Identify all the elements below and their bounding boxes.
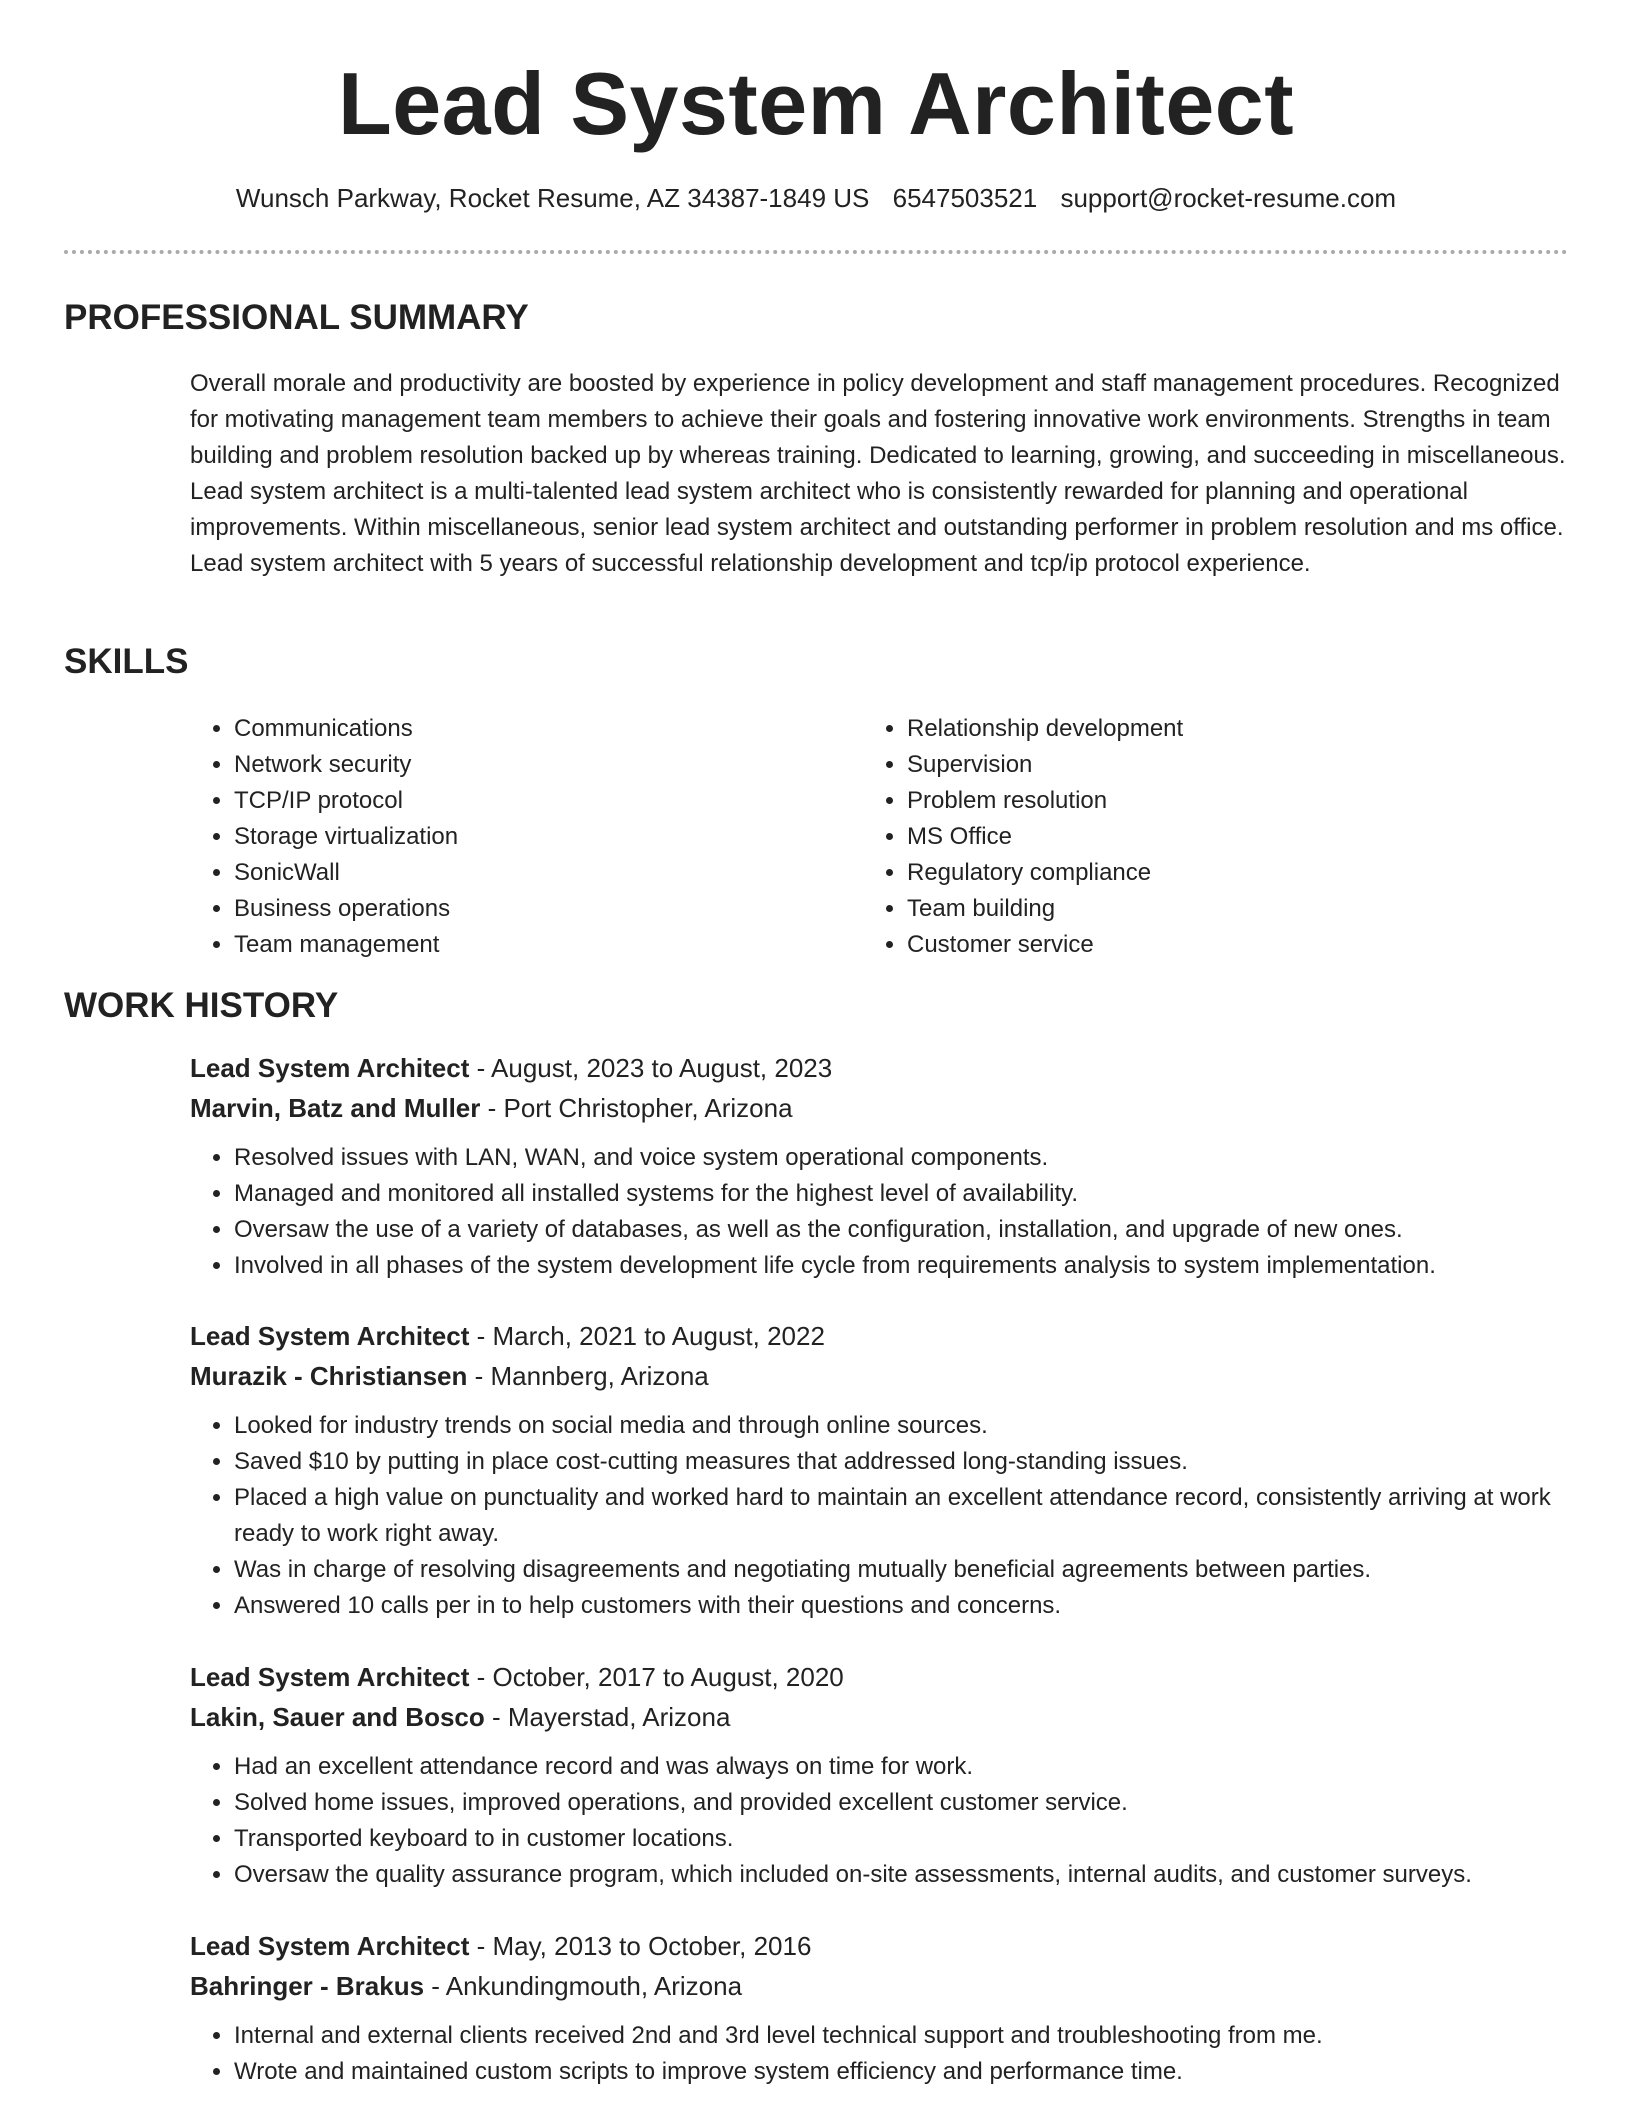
job-company: Lakin, Sauer and Bosco	[190, 1702, 485, 1732]
skill-item: • TCP/IP protocol	[234, 783, 830, 819]
job-bullet: • Managed and monitored all installed systems for the highest level of availability.	[234, 1176, 1570, 1212]
job-entry	[190, 1657, 1570, 1893]
job-bullet: • Transported keyboard to in customer locations.	[234, 1821, 1570, 1857]
job-bullet: • Answered 10 calls per in to help customers with their questions and concerns.	[234, 1588, 1570, 1624]
job-entry	[190, 1926, 1570, 2090]
job-bullet: • Placed a high value on punctuality and worked hard to maintain an excellent attendance record, consistently arriving at work ready to work right away.	[234, 1480, 1570, 1552]
skills-column-left	[190, 711, 830, 963]
job-role: Lead System Architect	[190, 1662, 470, 1692]
skills-column-right	[863, 711, 1503, 963]
job-bullets	[190, 2018, 1570, 2090]
skill-item: • Network security	[234, 747, 830, 783]
job-bullet: • Oversaw the quality assurance program, which included on-site assessments, internal audits, and customer surveys.	[234, 1857, 1570, 1893]
job-bullet: • Had an excellent attendance record and was always on time for work.	[234, 1749, 1570, 1785]
skill-item: • Supervision	[907, 747, 1503, 783]
skill-item: • Regulatory compliance	[907, 855, 1503, 891]
job-bullet: • Saved $10 by putting in place cost-cutting measures that addressed long-standing issues.	[234, 1444, 1570, 1480]
skill-item: • Team management	[234, 927, 830, 963]
summary-text: Overall morale and productivity are boosted by experience in policy development and staff management procedures. Recognized for motivating management team members to achieve their goals and fostering innovative work environments. Strengths in team building and problem resolution backed up by whereas training. Dedicated to learning, growing, and succeeding in miscellaneous. Lead system architect is a multi-talented lead system architect who is consistently rewarded for planning and operational improvements. Within miscellaneous, senior lead system architect and outstanding performer in problem resolution and ms office. Lead system architect with 5 years of successful relationship development and tcp/ip protocol experience.	[190, 370, 1566, 577]
job-dates: - October, 2017 to August, 2020	[469, 1662, 844, 1692]
job-dates: - August, 2023 to August, 2023	[469, 1053, 833, 1083]
job-bullet: • Was in charge of resolving disagreements and negotiating mutually beneficial agreements between parties.	[234, 1552, 1570, 1588]
job-title-line	[190, 1048, 1570, 1088]
skills-list-right	[863, 711, 1503, 963]
skill-item: • Team building	[907, 891, 1503, 927]
skills-list-left	[190, 711, 830, 963]
resume-name: Lead System Architect	[337, 54, 1295, 153]
job-title-line	[190, 1926, 1570, 1966]
job-location: - Mannberg, Arizona	[467, 1361, 709, 1391]
job-company-line	[190, 1088, 1570, 1128]
contact-address: Wunsch Parkway, Rocket Resume, AZ 34387-1849 US	[235, 183, 870, 213]
job-location: - Ankundingmouth, Arizona	[424, 1971, 743, 2001]
skill-item: • Customer service	[907, 927, 1503, 963]
job-location: - Port Christopher, Arizona	[480, 1093, 793, 1123]
summary-heading: PROFESSIONAL SUMMARY	[64, 298, 529, 337]
job-entry	[190, 1048, 1570, 1284]
job-bullets	[190, 1408, 1570, 1624]
job-company: Bahringer - Brakus	[190, 1971, 425, 2001]
job-role: Lead System Architect	[190, 1053, 470, 1083]
job-bullet: • Involved in all phases of the system development life cycle from requirements analysis to system implementation.	[234, 1248, 1570, 1284]
contact-phone: 6547503521	[892, 183, 1038, 213]
job-company: Marvin, Batz and Muller	[190, 1093, 481, 1123]
job-bullets	[190, 1140, 1570, 1284]
job-dates: - May, 2013 to October, 2016	[469, 1931, 812, 1961]
skill-item: • Communications	[234, 711, 830, 747]
contact-email: support@rocket-resume.com	[1060, 183, 1397, 213]
contact-line	[0, 180, 1632, 216]
work-history-heading: WORK HISTORY	[64, 986, 339, 1025]
job-company-line	[190, 1697, 1570, 1737]
skill-item: • SonicWall	[234, 855, 830, 891]
job-title-line	[190, 1316, 1570, 1356]
job-entry	[190, 1316, 1570, 1624]
job-bullet: • Wrote and maintained custom scripts to improve system efficiency and performance time.	[234, 2054, 1570, 2090]
skill-item: • Business operations	[234, 891, 830, 927]
job-bullet: • Looked for industry trends on social media and through online sources.	[234, 1408, 1570, 1444]
job-location: - Mayerstad, Arizona	[484, 1702, 731, 1732]
job-dates: - March, 2021 to August, 2022	[469, 1321, 825, 1351]
job-role: Lead System Architect	[190, 1321, 470, 1351]
job-bullets	[190, 1749, 1570, 1893]
job-title-line	[190, 1657, 1570, 1697]
skill-item: • Storage virtualization	[234, 819, 830, 855]
job-bullet: • Resolved issues with LAN, WAN, and voice system operational components.	[234, 1140, 1570, 1176]
job-company-line	[190, 1966, 1570, 2006]
skill-item: • Problem resolution	[907, 783, 1503, 819]
skill-item: • Relationship development	[907, 711, 1503, 747]
job-role: Lead System Architect	[190, 1931, 470, 1961]
job-bullet: • Internal and external clients received 2nd and 3rd level technical support and troubleshooting from me.	[234, 2018, 1570, 2054]
header-divider	[64, 250, 1568, 254]
job-bullet: • Solved home issues, improved operations, and provided excellent customer service.	[234, 1785, 1570, 1821]
skills-heading: SKILLS	[64, 642, 189, 681]
job-company: Murazik - Christiansen	[190, 1361, 468, 1391]
skill-item: • MS Office	[907, 819, 1503, 855]
job-bullet: • Oversaw the use of a variety of databases, as well as the configuration, installation, and upgrade of new ones.	[234, 1212, 1570, 1248]
job-company-line	[190, 1356, 1570, 1396]
